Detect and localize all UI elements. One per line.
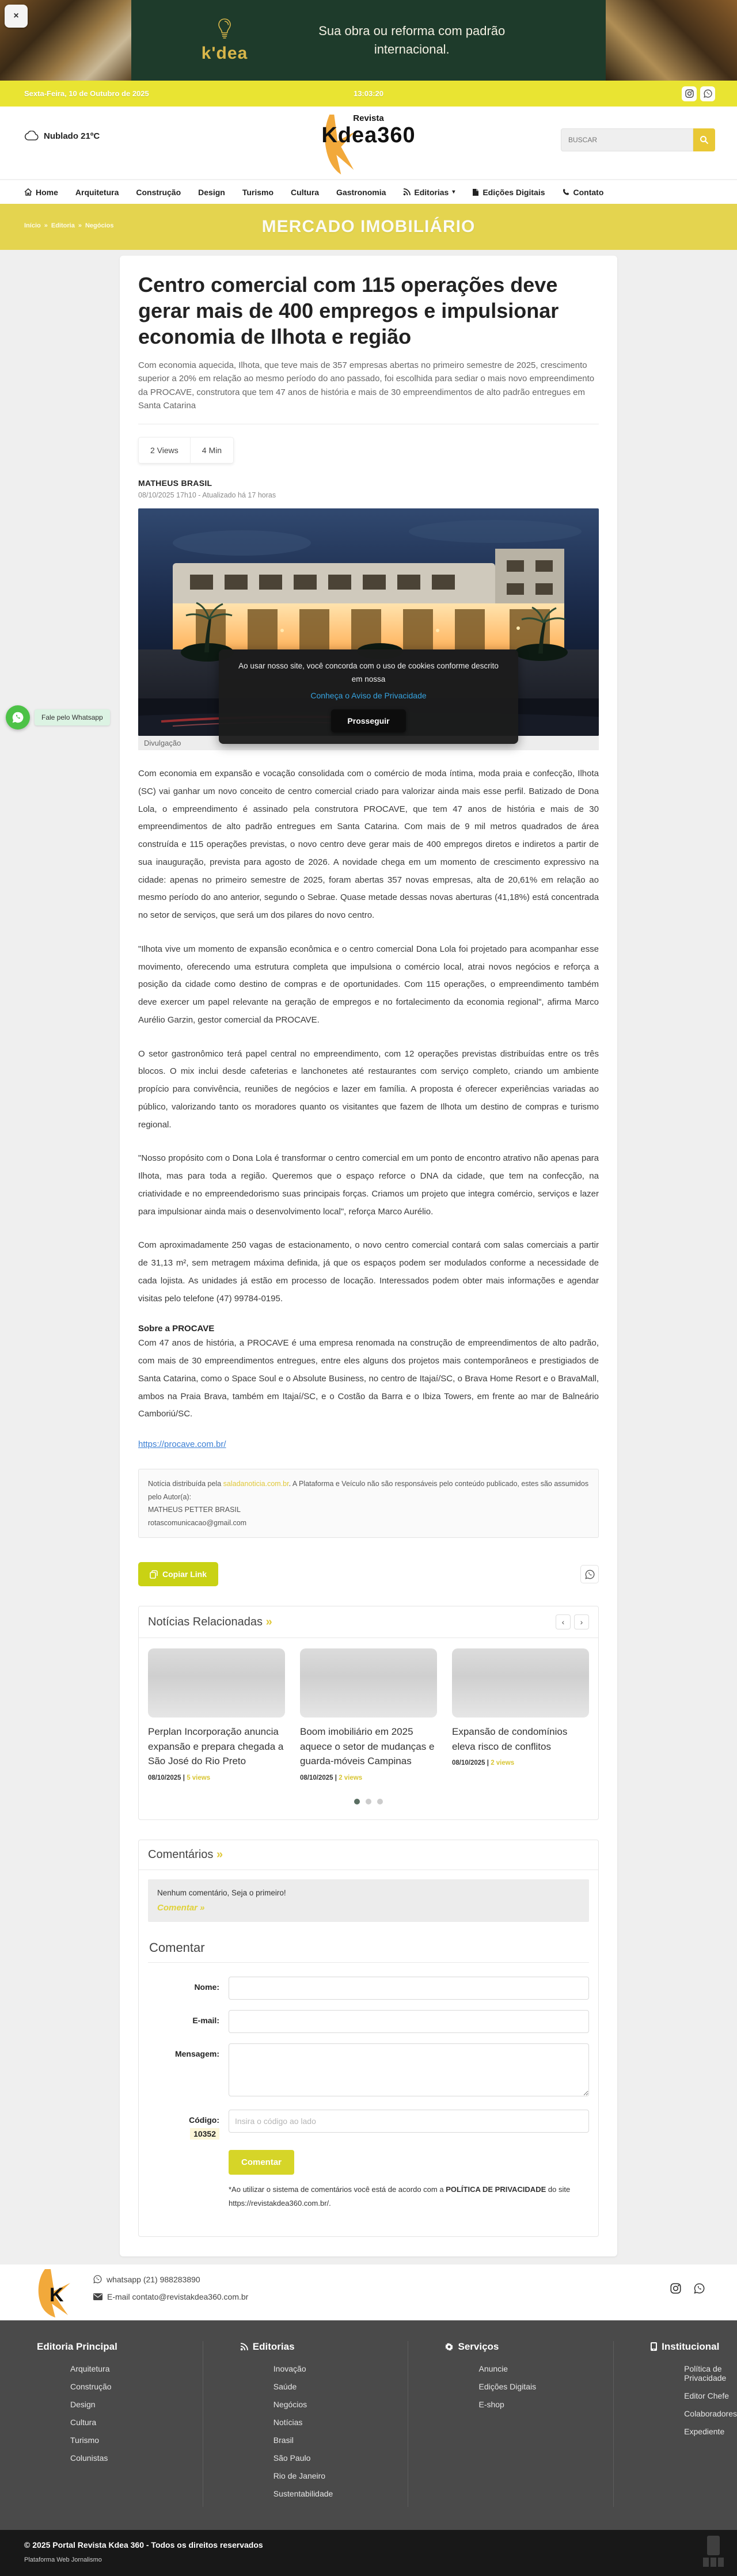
privacy-note: *Ao utilizar o sistema de comentários você está de acordo com a POLÍTICA DE PRIVACIDADE do site https://revistakdea360.com.br/. [229,2184,571,2208]
footer-link-inovacao[interactable]: Inovação [273,2364,306,2373]
nav-construcao[interactable] [136,188,181,197]
footer-widget-icon[interactable] [700,2536,727,2573]
whatsapp-share-button[interactable] [580,1565,599,1583]
nav-label: Turismo [242,187,274,197]
submit-comment-button[interactable]: Comentar [229,2150,294,2175]
disclaimer-author: MATHEUS PETTER BRASIL [148,1506,241,1514]
weather-widget [24,131,100,141]
no-comments-panel [148,1879,589,1922]
breadcrumb-inicio[interactable]: Início [24,222,41,229]
nav-label: Home [36,187,58,197]
copy-icon [150,1570,158,1579]
footer-link-rio-de-janeiro[interactable]: Rio de Janeiro [273,2471,326,2480]
footer-link-design[interactable]: Design [70,2399,96,2409]
carousel-next-button[interactable]: › [574,1614,589,1629]
nav-label: Design [198,187,225,197]
comment-cta-link[interactable]: Comentar » [157,1902,205,1913]
footer-col-editoria-principal [0,2341,203,2507]
disclaimer-email: rotascomunicacao@gmail.com [148,1518,247,1527]
nav-label: Edições Digitais [483,187,545,197]
related-card[interactable] [300,1648,437,1781]
nav-label: Contato [573,187,604,197]
email-field[interactable] [229,2010,589,2033]
related-card-meta: 08/10/2025 | 5 views [148,1774,211,1781]
weather-text: Nublado 21ºC [44,131,100,141]
breadcrumb-separator: » [78,222,82,229]
footer-link-cultura[interactable]: Cultura [70,2417,97,2427]
footer-link-turismo[interactable]: Turismo [70,2435,100,2445]
home-icon [24,188,32,196]
footer-link-editor-chefe[interactable]: Editor Chefe [684,2391,729,2400]
footer-link-colaboradores[interactable]: Colaboradores [684,2408,737,2418]
footer-link-eshop[interactable]: E-shop [478,2399,504,2409]
author-name: MATHEUS BRASIL [138,478,212,488]
breadcrumb-negocios[interactable]: Negócios [85,222,114,229]
footer-whatsapp[interactable] [93,2275,248,2284]
article-body [138,765,599,1469]
cloud-icon [24,131,39,141]
cookie-consent-dialog [219,649,518,744]
nav-turismo[interactable] [242,188,273,197]
whatsapp-float-label[interactable]: Fale pelo Whatsapp [35,709,110,725]
footer-email[interactable] [93,2292,248,2301]
nav-editorias[interactable] [403,188,455,197]
nav-home[interactable] [24,188,58,197]
instagram-icon[interactable] [682,86,697,101]
message-field[interactable] [229,2043,589,2096]
copy-link-label: Copiar Link [162,1570,207,1579]
copy-link-button[interactable] [138,1562,218,1586]
code-label: Código: [189,2115,219,2125]
whatsapp-icon [93,2275,102,2284]
footer-link-noticias[interactable]: Notícias [273,2417,303,2427]
ad-brand-name: k'dea [201,44,248,63]
whatsapp-icon [585,1570,595,1579]
search-box [561,128,715,151]
footer-link-anuncie[interactable]: Anuncie [478,2364,508,2373]
ad-headline: Sua obra ou reforma com padrão internacional. [318,24,506,56]
comments-title: Comentários » [148,1848,223,1861]
related-thumbnail [148,1648,285,1718]
category-banner [0,204,737,250]
prefooter [0,2265,737,2320]
carousel-dot-2[interactable] [366,1799,371,1804]
captcha-input[interactable] [229,2110,589,2133]
captcha-code: 10352 [190,2128,219,2140]
read-time-badge: 4 Min [202,446,222,455]
article-card [120,256,617,2256]
envelope-icon [93,2293,102,2300]
privacy-notice-link[interactable]: Conheça o Aviso de Privacidade [310,690,427,700]
mobile-icon [651,2342,657,2351]
paragraph: "Nosso propósito com o Dona Lola é transformar o centro comercial em um ponto de encontro atrativo não apenas para Ilhota, mas para toda a região. Queremos que o espaço reforce o DNA da cidade, que tem na confecção, na criatividade e no empreendedorismo suas principais forças. Criamos um projeto que integra comércio, serviços e lazer para impulsionar ainda mais o desenvolvimento local", reforça Marco Aurélio. [138,1153,599,1217]
comments-section [138,1840,599,2237]
footer-link-construcao[interactable]: Construção [70,2381,112,2391]
comment-form [139,1931,598,2236]
whatsapp-icon[interactable] [700,86,715,101]
carousel-prev-button[interactable]: ‹ [556,1614,571,1629]
related-news-section [138,1606,599,1820]
logo-revista: Revista [353,113,384,123]
whatsapp-icon[interactable] [6,705,30,730]
search-icon [700,135,709,145]
double-arrow: » [265,1615,272,1628]
site-logo[interactable] [321,113,415,148]
svg-text:K: K [50,2284,64,2306]
logo-kdea360: Kdea360 [321,123,416,147]
nav-label: Editorias [414,187,449,197]
related-card-meta: 08/10/2025 | 2 views [452,1760,515,1766]
search-input[interactable] [561,128,693,151]
footer-link-brasil[interactable]: Brasil [273,2435,294,2445]
footer-col-title: Serviços [458,2341,499,2352]
distribution-disclaimer [138,1469,599,1538]
disclaimer-text: Notícia distribuída pela [148,1480,223,1488]
cookie-accept-button[interactable]: Prosseguir [331,709,405,732]
site-url: https://revistakdea360.com.br/. [229,2199,331,2208]
footer-link-saude[interactable]: Saúde [273,2381,297,2391]
paragraph: O setor gastronômico terá papel central no empreendimento, com 12 operações previstas distribuídas entre os três blocos. O mix inclui desde cafeterias e lanchonetes até restaurantes com serviço completo, criando um ambiente propício para convivência, reuniões de negócios e lazer em família. A proposta é oferecer experiências variadas ao público, valorizando tanto os moradores quanto os visitantes que fazem de Ilhota um destino de compras e turismo regional. [138,1048,599,1130]
carousel-dot-3[interactable] [377,1799,383,1804]
related-card[interactable] [148,1648,285,1781]
email-label: E-mail: [192,2015,219,2025]
top-ad-banner[interactable] [0,0,737,81]
ad-brand-logo [202,17,248,63]
image-caption: Divulgação [138,736,599,750]
paragraph: Com 47 anos de história, a PROCAVE é uma empresa renomada na construção de empreendimentos de alto padrão, com mais de 30 empreendimentos entregues, entre eles alguns dos projetos mais contemporâneos e prestigiados de Santa Catarina, como o Space Soul e o Absolute Business, no centro de Itajaí/SC, o Brava Home Resort e o BravaMall, ambos na Praia Brava, também em Itajaí/SC, e o Costão da Barra e o Ibiza Towers, em frente ao mar de Balneário Camboriú/SC. [138,1338,599,1419]
rss-icon [240,2343,248,2351]
footer-main [0,2320,737,2530]
copyright-text: © 2025 Portal Revista Kdea 360 - Todos os direitos reservados [24,2540,263,2550]
related-card-title[interactable]: Perplan Incorporação anuncia expansão e prepara chegada a São José do Rio Preto [148,1726,284,1766]
carousel-dots [148,1799,589,1804]
article-meta-badges [138,437,234,463]
paragraph: Com economia em expansão e vocação consolidada com o comércio de moda íntima, moda praia e confecção, Ilhota (SC) vai ganhar um novo conceito de centro comercial criado para valorizar ainda mais esse perfil. Batizado de Dona Lola, o empreendimento é assinado pela construtora PROCAVE, que tem 47 anos de história e mais de 30 empreendimentos de alto padrão entregues em Santa Catarina. Com mais de 9 mil metros quadrados de área construída e 115 operações previstas, o novo centro deve gerar mais de 400 empregos diretos e indiretos a partir de sua inauguração, prevista para agosto de 2026. A novidade chega em um momento de crescimento expressivo na cidade: apenas no primeiro semestre de 2025, foram abertas 357 novas empresas, alta de 20,61% em relação ao mesmo período do ano anterior, segundo o Sebrae. Quase metade dessas novas aberturas (41,18%) está concentrada no setor de serviços, que será um dos pilares do novo centro. [138,769,599,920]
search-button[interactable] [693,128,715,151]
double-arrow: » [216,1848,223,1861]
ad-content [131,0,606,81]
footer-col-title: Editorias [252,2341,295,2352]
footer-link-expediente[interactable]: Expediente [684,2426,725,2436]
phone-icon [563,188,570,196]
site-header [0,107,737,180]
instagram-icon[interactable] [670,2283,681,2294]
privacy-policy-link[interactable]: POLÍTICA DE PRIVACIDADE [446,2184,546,2194]
current-time: 13:03:20 [353,89,384,98]
document-icon [472,188,479,196]
chevron-down-icon: ▾ [452,189,455,195]
related-title: Notícias Relacionadas » [148,1615,272,1628]
footer-link-arquitetura[interactable]: Arquitetura [70,2364,110,2373]
related-thumbnail [300,1648,437,1718]
footer-bottom-bar [0,2530,737,2576]
article-title: Centro comercial com 115 operações deve gerar mais de 400 empregos e impulsionar economia de Ilhota e região [138,273,559,348]
category-title: MERCADO IMOBILIÁRIO [261,217,476,236]
current-date: Sexta-Feira, 10 de Outubro de 2025 [24,89,149,98]
procave-link[interactable]: https://procave.com.br/ [138,1439,226,1449]
ad-close-button[interactable]: × [5,5,28,28]
related-card[interactable] [452,1648,589,1781]
article-subtitle: Com economia aquecida, Ilhota, que teve mais de 357 empresas abertas no primeiro semestre de 2025, crescimento superior a 20% em relação ao mesmo período do ano passado, foi escolhida para sediar o mais novo empreendimento da PROCAVE, construtora que tem 47 anos de história e mais de 30 empreendimentos de alto padrão entregues em Santa Catarina [138,360,595,411]
footer-email-address[interactable]: E-mail contato@revistakdea360.com.br [107,2292,249,2301]
comment-form-title: Comentar [148,1935,589,1963]
related-card-title[interactable]: Expansão de condomínios eleva risco de conflitos [452,1726,568,1752]
paragraph: Com aproximadamente 250 vagas de estacionamento, o novo centro comercial contará com salas comerciais a partir de 31,13 m², sem metragem máxima definida, já que os espaços podem ser modulados conforme a necessidade de cada lojista. As unidades já estão em processo de locação. Interessados podem obter mais informações e agendar visitas pelo telefone (47) 99784-0195. [138,1240,599,1304]
cookie-text: Ao usar nosso site, você concorda com o uso de cookies conforme descrito em nossa [238,662,499,683]
breadcrumb-separator: » [44,222,48,229]
gear-icon [445,2343,453,2351]
whatsapp-icon[interactable] [694,2283,705,2294]
footer-link-politica-privacidade[interactable]: Política de Privacidade [684,2364,727,2383]
carousel-dot-1[interactable] [354,1799,360,1804]
nav-design[interactable] [198,188,225,197]
code-label-block [148,2110,229,2140]
footer-col-servicos [408,2341,613,2507]
nav-arquitetura[interactable] [75,188,119,197]
name-label: Nome: [194,1982,219,1992]
ad-photo-right [606,0,737,81]
views-badge: 2 Views [139,438,191,463]
footer-col-institucional [613,2341,737,2507]
footer-col-title: Institucional [662,2341,720,2352]
nav-contato[interactable] [563,188,604,197]
author-block [138,478,599,499]
nav-label: Cultura [291,187,320,197]
footer-logo [32,2268,82,2317]
nav-edicoes-digitais[interactable] [472,188,545,197]
paragraph: "Ilhota vive um momento de expansão econômica e o centro comercial Dona Lola foi projetado para acompanhar esse movimento, oferecendo uma estrutura completa que impulsiona o comércio local, atrai novos negócios e reforça a posição da cidade como destino de compras e de oportunidades. Com 115 operações, o empreendimento também deve exercer um papel relevante na geração de empregos e no fortalecimento da economia regional", afirma Marco Aurélio Garzin, gestor comercial da PROCAVE. [138,944,599,1025]
publish-date: 08/10/2025 17h10 - Atualizado há 17 horas [138,491,276,499]
name-field[interactable] [229,1977,589,2000]
footer-link-negocios[interactable]: Negócios [273,2399,307,2409]
share-row [138,1562,599,1586]
footer-whatsapp-number[interactable]: whatsapp (21) 988283890 [107,2274,200,2284]
lightbulb-icon [202,17,248,44]
footer-link-colunistas[interactable]: Colunistas [70,2453,108,2463]
related-card-meta: 08/10/2025 | 2 views [300,1774,363,1781]
date-time-bar [0,81,737,107]
footer-col-title: Editoria Principal [37,2341,117,2352]
related-thumbnail [452,1648,589,1718]
main-navigation [0,180,737,204]
platform-text: Plataforma Web Jornalismo [24,2556,102,2563]
whatsapp-float[interactable] [6,705,110,730]
message-label: Mensagem: [174,2049,219,2058]
related-card-title[interactable]: Boom imobiliário em 2025 aquece o setor de mudanças e guarda-móveis Campinas [300,1726,435,1766]
footer-col-editorias [203,2341,408,2507]
breadcrumb-editoria[interactable]: Editoria [51,222,75,229]
page-background [0,250,737,2256]
breadcrumb[interactable] [24,222,113,229]
footer-link-sustentabilidade[interactable]: Sustentabilidade [273,2488,333,2498]
disclaimer-text: . A Plataforma e Veículo não são responsáveis pelo conteúdo publicado, estes são assumidos pelo Autor(a): [148,1480,589,1501]
nav-cultura[interactable] [291,188,319,197]
footer-link-sao-paulo[interactable]: São Paulo [273,2453,311,2463]
nav-label: Arquitetura [75,187,119,197]
footer-link-edicoes-digitais[interactable]: Edições Digitais [478,2381,537,2391]
saladanoticia-link[interactable]: saladanoticia.com.br [223,1480,289,1488]
nav-gastronomia[interactable] [336,188,386,197]
no-comments-text: Nenhum comentário, Seja o primeiro! [157,1888,286,1897]
nav-label: Construção [136,187,181,197]
rss-icon [403,188,411,196]
nav-label: Gastronomia [336,187,386,197]
about-heading: Sobre a PROCAVE [138,1324,215,1334]
